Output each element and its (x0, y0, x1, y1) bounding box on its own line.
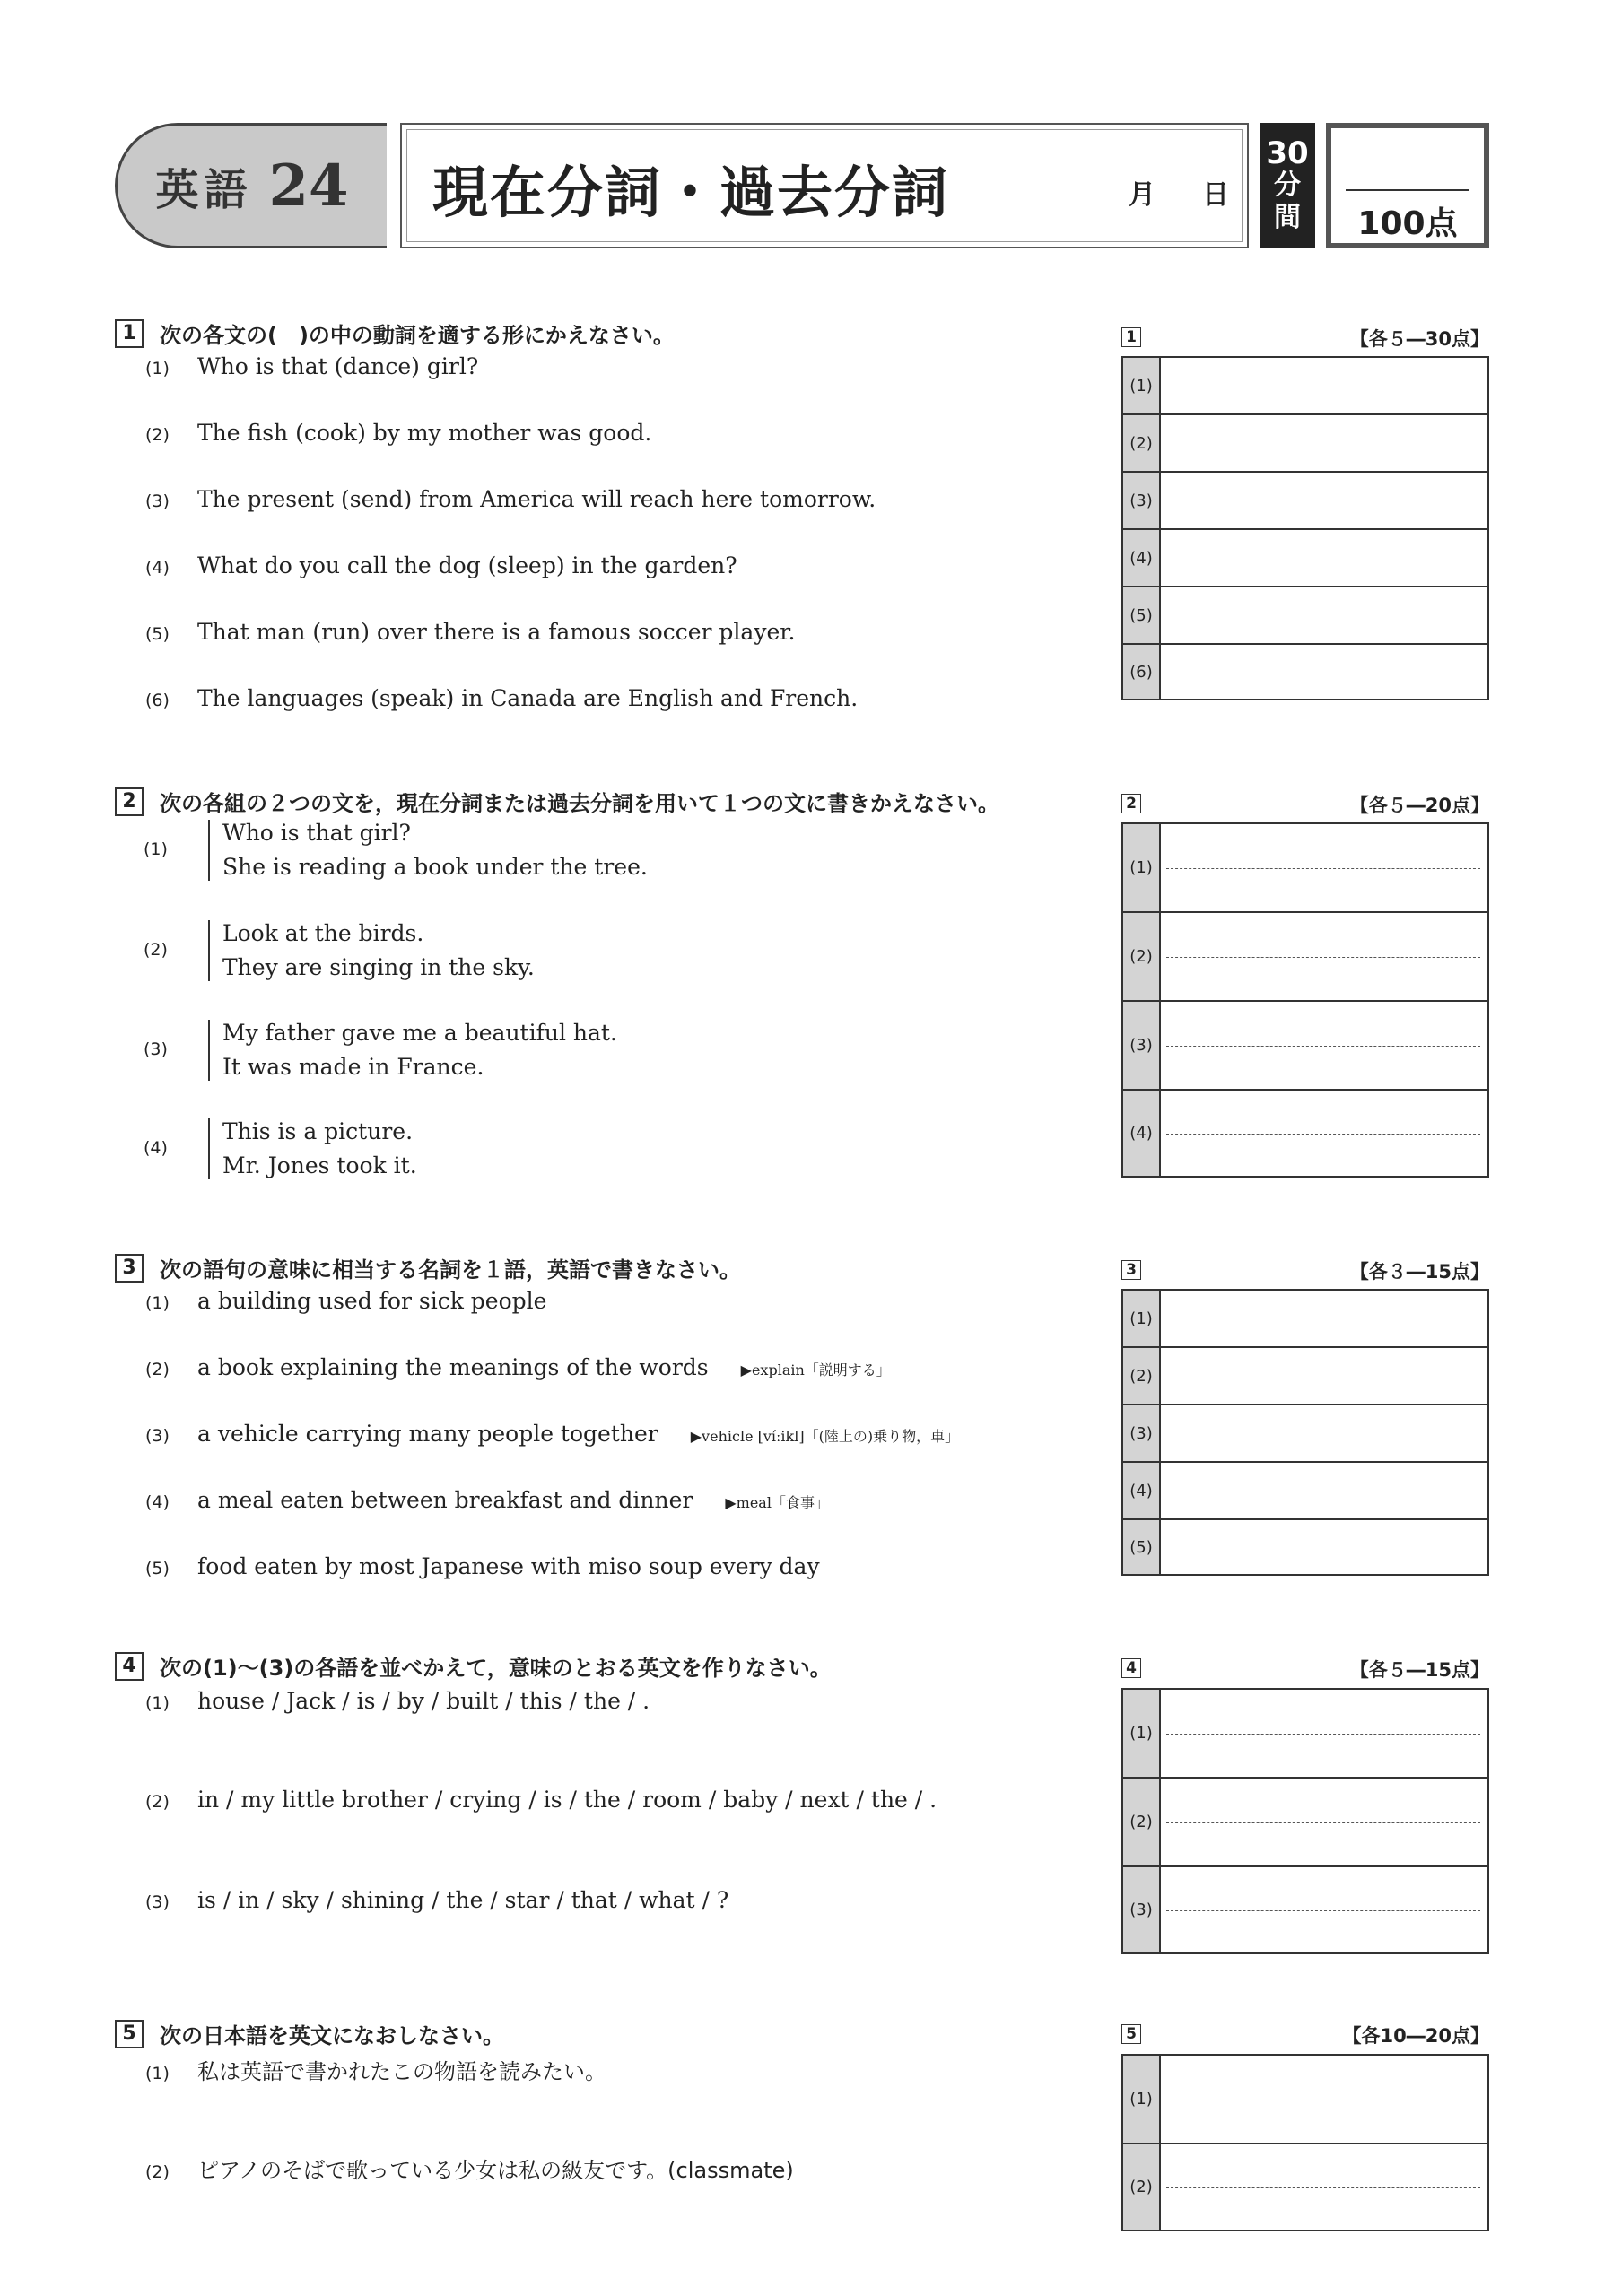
q1-answer-row[interactable]: (6) (1123, 645, 1487, 699)
q4-instruction: 次の(1)～(3)の各語を並べかえて，意味のとおる英文を作りなさい。 (160, 1656, 832, 1681)
day-label: 日 (1202, 179, 1229, 211)
q1-item-4: (4) What do you call the dog (sleep) in the garden? (145, 552, 737, 578)
q4-answer-row[interactable]: (1) (1123, 1690, 1487, 1779)
q4-heading (115, 1650, 832, 1682)
q3-answer-label: 3 (1121, 1257, 1141, 1280)
q1-answer-row[interactable]: (1) (1123, 358, 1487, 415)
q1-answer-box (1121, 356, 1489, 700)
q3-hint-3: ▶vehicle [víːikl]「(陸上の)乗り物，車」 (690, 1428, 960, 1445)
q1-item-3: (3) The present (send) from America will reach here tomorrow. (145, 486, 876, 512)
q4-item-1: (1) house / Jack / is / by / built / this / the / . (145, 1688, 650, 1714)
q1-item-1: (1) Who is that (dance) girl? (145, 353, 479, 379)
q1-answer-row[interactable]: (2) (1123, 415, 1487, 473)
q1-points: 【各５―30点】 (1349, 328, 1489, 350)
q1-answer-row[interactable]: (5) (1123, 587, 1487, 645)
unit-number: 24 (268, 152, 349, 220)
q3-item-1: (1) a building used for sick people (145, 1288, 547, 1314)
q3-answer-row[interactable]: (3) (1123, 1405, 1487, 1463)
q3-item-4: (4) a meal eaten between breakfast and dinner ▶meal「食事」 (145, 1487, 829, 1513)
time-unit-2: 間 (1274, 202, 1301, 233)
subject-label: 英語 (155, 164, 253, 215)
q2-item-2: (2) Look at the birds. They are singing in the sky. (144, 920, 535, 980)
q1-instruction: 次の各文の( )の中の動詞を適する形にかえなさい。 (160, 323, 675, 348)
q4-points: 【各５―15点】 (1349, 1659, 1489, 1681)
q3-number: 3 (115, 1254, 144, 1283)
q3-item-3: (3) a vehicle carrying many people together ▶vehicle [víːikl]「(陸上の)乗り物，車」 (145, 1421, 960, 1447)
q3-hint-4: ▶meal「食事」 (725, 1494, 829, 1511)
q4-answer-box (1121, 1688, 1489, 1954)
q5-item-1: (1) 私は英語で書かれたこの物語を読みたい。 (145, 2059, 606, 2084)
q3-heading (115, 1252, 741, 1283)
q3-answer-row[interactable]: (2) (1123, 1348, 1487, 1405)
q2-answer-label: 2 (1121, 791, 1141, 813)
q3-instruction: 次の語句の意味に相当する名詞を１語，英語で書きなさい。 (160, 1257, 741, 1283)
score-total: 100点 (1357, 205, 1458, 242)
q5-number: 5 (115, 2020, 144, 2048)
q2-item-1: (1) Who is that girl? She is reading a book under the tree. (144, 820, 648, 880)
q1-answer-label: 1 (1121, 325, 1141, 347)
q4-answer-row[interactable]: (2) (1123, 1779, 1487, 1867)
q2-heading (115, 786, 999, 817)
q2-answer-row[interactable]: (3) (1123, 1002, 1487, 1091)
q5-points: 【各10―20点】 (1342, 2025, 1489, 2047)
q2-answer-box (1121, 822, 1489, 1178)
time-unit-1: 分 (1274, 170, 1301, 201)
q1-heading (115, 317, 675, 349)
q2-number: 2 (115, 787, 144, 816)
q2-item-3: (3) My father gave me a beautiful hat. It was made in France. (144, 1020, 617, 1080)
q2-answer-row[interactable]: (2) (1123, 913, 1487, 1002)
q2-answer-row[interactable]: (4) (1123, 1091, 1487, 1176)
q2-answer-row[interactable]: (1) (1123, 824, 1487, 913)
score-line (1346, 189, 1469, 191)
q5-heading (115, 2018, 504, 2049)
q4-number: 4 (115, 1652, 144, 1681)
q3-points: 【各３―15点】 (1349, 1261, 1489, 1283)
q3-hint-2: ▶explain「説明する」 (740, 1361, 891, 1378)
q5-answer-row[interactable]: (1) (1123, 2056, 1487, 2144)
month-label: 月 (1129, 179, 1155, 211)
q4-answer-label: 4 (1121, 1656, 1141, 1678)
q5-answer-label: 5 (1121, 2022, 1141, 2044)
q4-item-3: (3) is / in / sky / shining / the / star / that / what / ? (145, 1887, 729, 1913)
q1-item-5: (5) That man (run) over there is a famous soccer player. (145, 619, 796, 645)
time-number: 30 (1266, 135, 1309, 171)
q3-item-2: (2) a book explaining the meanings of the words ▶explain「説明する」 (145, 1354, 891, 1380)
q3-answer-row[interactable]: (5) (1123, 1520, 1487, 1574)
q2-item-4: (4) This is a picture. Mr. Jones took it. (144, 1118, 417, 1178)
q1-item-6: (6) The languages (speak) in Canada are English and French. (145, 685, 859, 711)
q3-answer-box (1121, 1289, 1489, 1576)
q4-item-2: (2) in / my little brother / crying / is / the / room / baby / next / the / . (145, 1787, 937, 1813)
time-limit-badge (1260, 123, 1315, 248)
q5-answer-box (1121, 2054, 1489, 2231)
score-box (1326, 123, 1489, 248)
q1-answer-row[interactable]: (4) (1123, 530, 1487, 587)
q1-item-2: (2) The fish (cook) by my mother was good. (145, 420, 652, 446)
page-title: 現在分詞・過去分詞 (432, 160, 950, 225)
q3-answer-row[interactable]: (4) (1123, 1463, 1487, 1520)
q1-answer-row[interactable]: (3) (1123, 473, 1487, 530)
q1-number: 1 (115, 319, 144, 348)
q5-item-2: (2) ピアノのそばで歌っている少女は私の級友です。(classmate) (145, 2158, 794, 2183)
unit-tab (115, 123, 387, 248)
q2-instruction: 次の各組の２つの文を，現在分詞または過去分詞を用いて１つの文に書きかえなさい。 (160, 791, 999, 816)
q3-answer-row[interactable]: (1) (1123, 1291, 1487, 1348)
q5-instruction: 次の日本語を英文になおしなさい。 (160, 2023, 504, 2048)
q4-answer-row[interactable]: (3) (1123, 1867, 1487, 1952)
q5-answer-row[interactable]: (2) (1123, 2144, 1487, 2230)
q3-item-5: (5) food eaten by most Japanese with miso soup every day (145, 1553, 820, 1579)
q2-points: 【各５―20点】 (1349, 795, 1489, 816)
